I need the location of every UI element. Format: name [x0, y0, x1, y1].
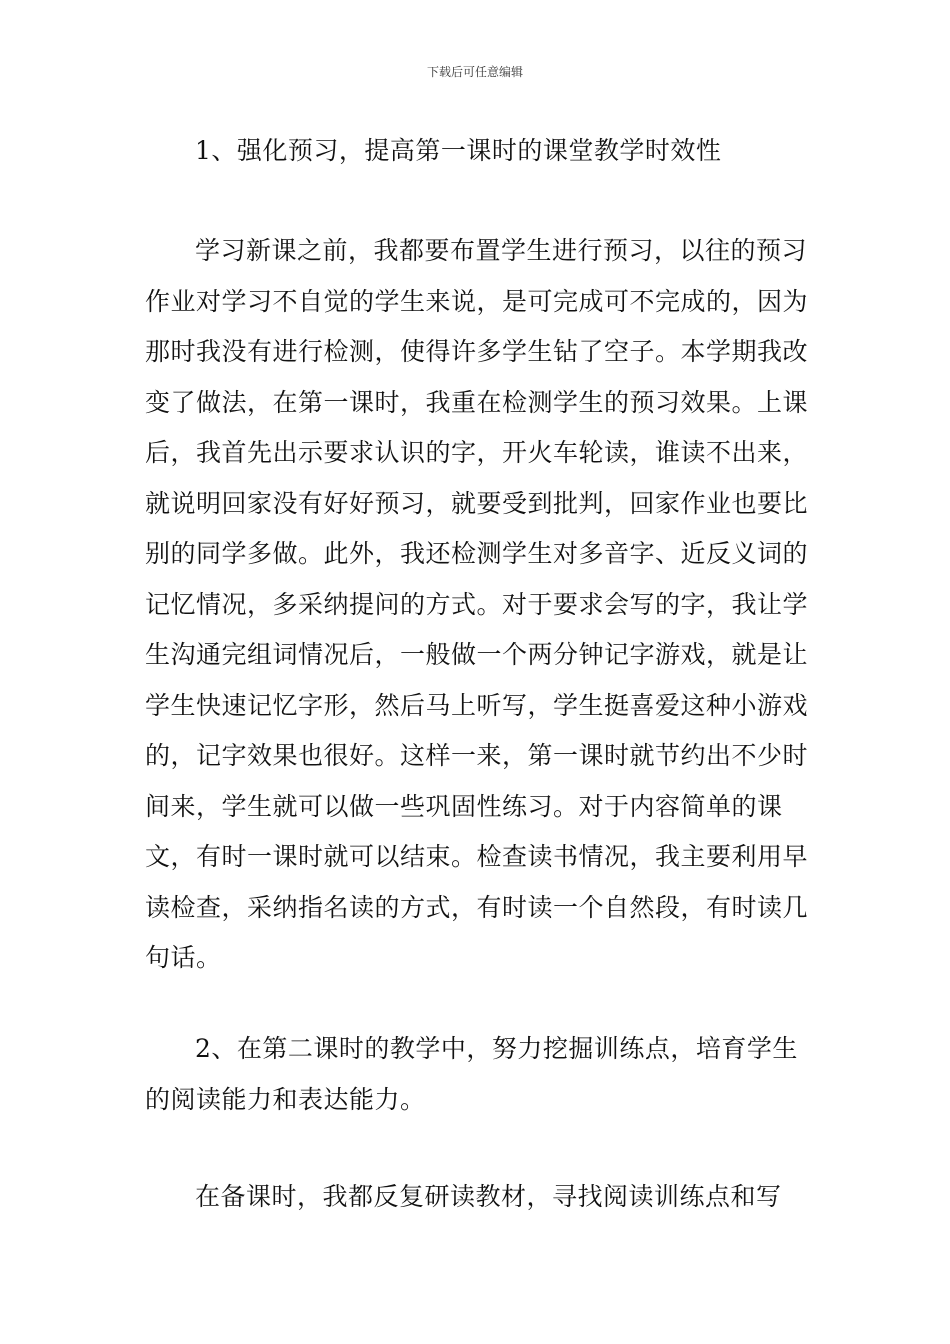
page-header: 下载后可任意编辑 [426, 65, 523, 79]
body-paragraph-1: 学习新课之前，我都要布置学生进行预习，以往的预习作业对学习不自觉的学生来说，是可完成可不完成的，因为那时我没有进行检测，使得许多学生钻了空子。本学期我改变了做法，在第一课时，我重在检测学生的预习效果。上课后，我首先出示要求认识的字，开火车轮读，谁读不出来，就说明回家没有好好预习，就要受到批判，回家作业也要比别的同学多做。此外，我还检测学生对多音字、近反义词的记忆情况，多采纳提问的方式。对于要求会写的字，我让学生沟通完组词情况后，一般做一个两分钟记字游戏，就是让学生快速记忆字形，然后马上听写，学生挺喜爱这种小游戏的，记字效果也很好。这样一来，第一课时就节约出不少时间来，学生就可以做一些巩固性练习。对于内容简单的课文，有时一课时就可以结束。检查读书情况，我主要利用早读检查，采纳指名读的方式，有时读一个自然段，有时读几句话。 [145, 236, 809, 972]
section-heading-1: 1、强化预习，提高第一课时的课堂教学时效性 [195, 136, 722, 165]
section-heading-2: 2、在第二课时的教学中，努力挖掘训练点，培育学生的阅读能力和表达能力。 [145, 1034, 798, 1114]
body-paragraph-2: 在备课时，我都反复研读教材，寻找阅读训练点和写 [195, 1182, 782, 1211]
